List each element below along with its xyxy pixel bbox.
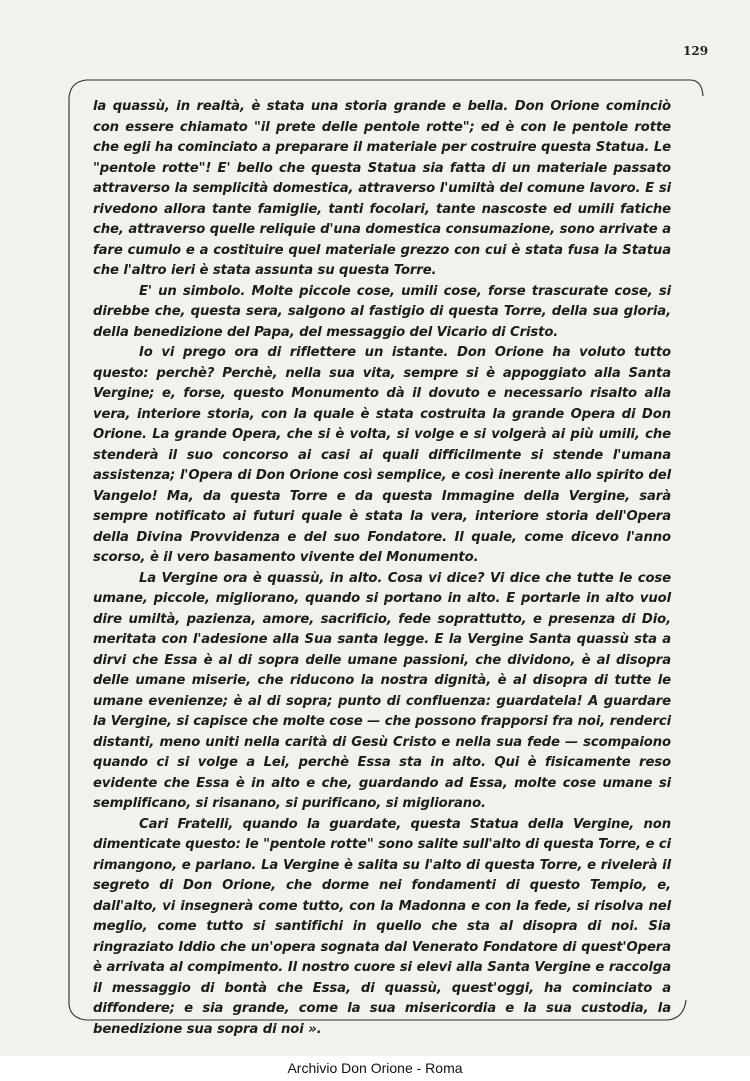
paragraph-4: La Vergine ora è quassù, in alto. Cosa vi dice? Vi dice che tutte le cose umane, piccole, migliorano, quando si portano in alto. E portarle in alto vuol dire umiltà, pazienza, amore, sacrificio, fede soprattutto, e presenza di Dio, meritata con l'adesione alla Sua santa legge. E la Vergine Santa quassù sta a dirvi che Essa è al di sopra delle umane passioni, che dividono, è al disopra delle umane miserie, che riducono la nostra dignità, è al disopra di tutte le umane evenienze; è al di sopra; punto di confluenza: guardatela! A guardare la Vergine, si capisce che molte cose — che possono frapporsi fra noi, renderci distanti, meno uniti nella carità di Gesù Cristo e nella sua fede — scompaiono quando ci si volge a Lei, perchè Essa sta in alto. Qui è fisicamente reso evidente che Essa è in alto e che, guardando ad Essa, molte cose umane si semplificano, si risanano, si purificano, si migliorano.: [93, 570, 671, 811]
page-number: 129: [683, 44, 709, 58]
paragraph-2: E' un simbolo. Molte piccole cose, umili cose, forse trascurate cose, si direbbe che, questa sera, salgono al fastigio di questa Torre, della sua gloria, della benedizione del Papa, del messaggio del Vicario di Cristo.: [93, 283, 671, 340]
paragraph-1: la quassù, in realtà, è stata una storia grande e bella. Don Orione cominciò con essere chiamato "il prete delle pentole rotte"; ed è con le pentole rotte che egli ha cominciato a preparare il materiale per costruire questa Statua. Le "pentole rotte"! E' bello che questa Statua sia fatta di un materiale passato attraverso la semplicità domestica, attraverso l'umiltà del comune lavoro. E si rivedono allora tante famiglie, tanti focolari, tante nascoste ed umili fatiche che, attraverso quelle reliquie d'una domestica consumazione, sono arrivate a fare cumulo e a costituire quel materiale grezzo con cui è stata fusa la Statua che l'altro ieri è stata assunta su questa Torre.: [93, 99, 671, 278]
archive-footer: Archivio Don Orione - Roma: [0, 1056, 750, 1081]
body-text: [93, 97, 671, 1040]
frame-left-line: [69, 80, 86, 1020]
frame-top-line: [86, 80, 703, 96]
paragraph-5: Cari Fratelli, quando la guardate, questa Statua della Vergine, non dimenticate questo: le "pentole rotte" sono salite sull'alto di questa Torre, e ci rimangono, e parlano. La Vergine è salita su l'alto di questa Torre, e rivelerà il segreto di Don Orione, che dorme nei fondamenti di questo Tempio, e, dall'alto, vi insegnerà come tutto, con la Madonna e con la fede, si risolva nel meglio, come tutto si santifichi in quello che sta al disopra di noi. Sia ringraziato Iddio che un'opera sognata dal Venerato Fondatore di quest'Opera è arrivata al compimento. Il nostro cuore si elevi alla Santa Vergine e raccolga il messaggio di bontà che Essa, di quassù, quest'oggi, ha cominciato a diffondere; e sia grande, come la sua misericordia e la sua custodia, la benedizione sua sopra di noi ».: [93, 816, 671, 1037]
paragraph-3: Io vi prego ora di riflettere un istante. Don Orione ha voluto tutto questo: perchè? Perchè, nella sua vita, sempre si è appoggiato alla Santa Vergine; e, forse, questo Monumento dà il dovuto e necessario risalto alla vera, interiore storia, con la quale è stata costruita la grande Opera di Don Orione. La grande Opera, che si è volta, si volge e si volgerà ai più umili, che stenderà il suo concorso ai casi ai quali difficilmente si stende l'umana assistenza; l'Opera di Don Orione così semplice, e così inerente allo spirito del Vangelo! Ma, da questa Torre e da questa Immagine della Vergine, sarà sempre notificato ai futuri quale è stata la vera, interiore storia dell'Opera della Divina Provvidenza e del suo Fondatore. Il quale, come dicevo l'anno scorso, è il vero basamento vivente del Monumento.: [93, 345, 671, 565]
